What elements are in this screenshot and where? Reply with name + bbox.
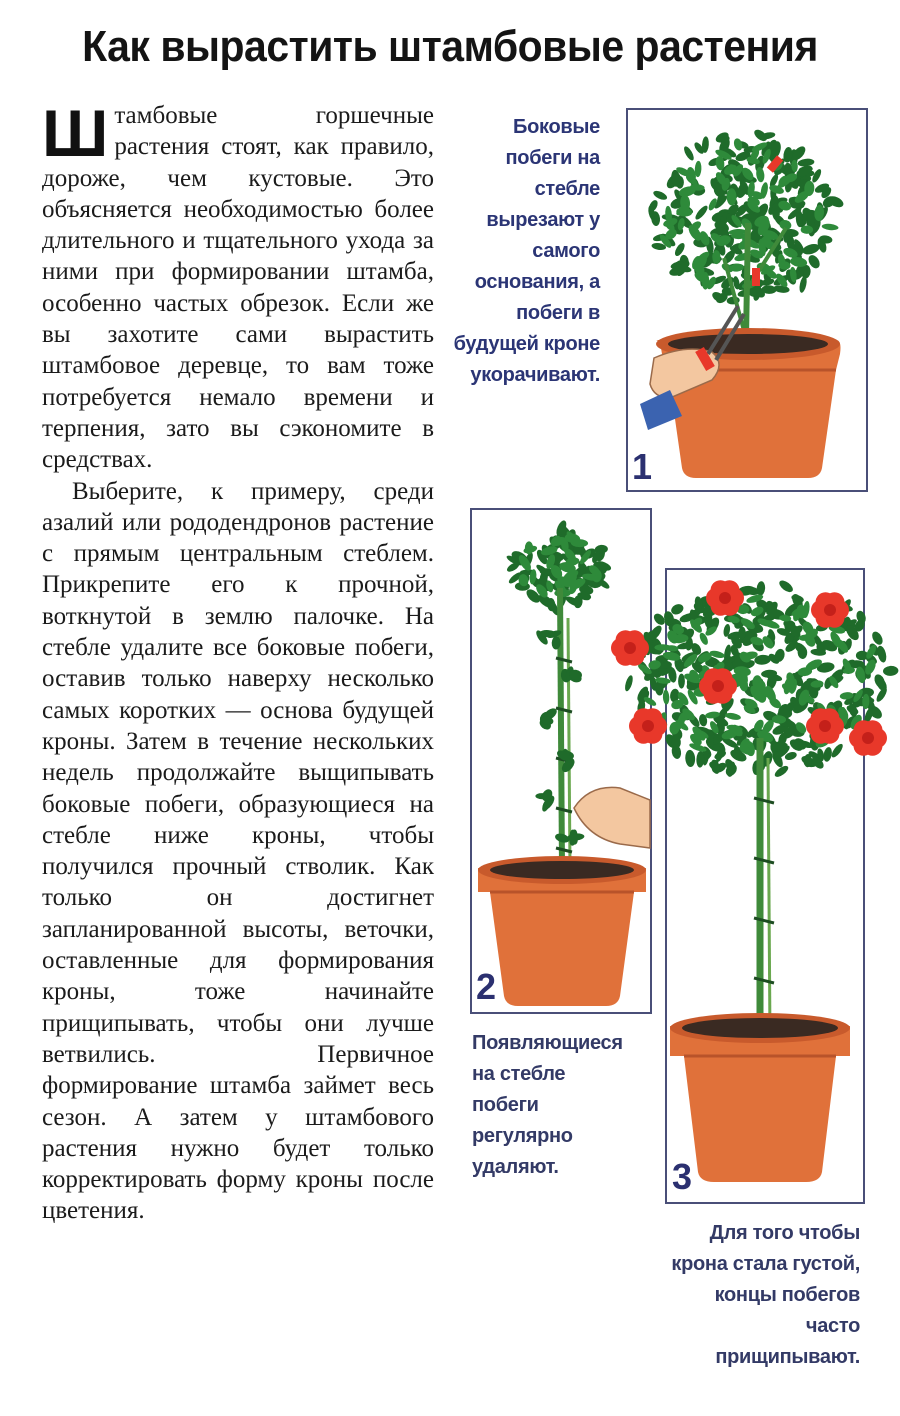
caption-step-1: Боковые побеги на стебле вырезают у самого основания, а побеги в будущей кроне укорачивают.: [453, 116, 600, 386]
leaf: [652, 189, 668, 202]
potted-standard-azalea-illustration: [600, 568, 900, 1200]
leaf: [883, 665, 899, 676]
leaf: [727, 188, 737, 205]
flower-center: [642, 720, 654, 732]
paragraph-2: Выберите, к примеру, среди азалий или рододендронов растение с прямым центральным стеблем. Прикрепите его к прочной, воткнутой в землю палочке. На стебле удалите все боковые побеги, оставив только наверху несколько самых коротких — основа будущей кроны. Затем в течение нескольких недель продолжайте выщипывать боковые побеги, образующиеся на стебле ниже кроны, чтобы получился прочный стволик. Как только он достигнет запланированной высоты, веточки, оставленные для формирования кроны, тоже начинайте прищипывать, чтобы они лучше ветвились. Первичное формирование штамба займет весь сезон. А затем у штамбового растения нужно будет только корректировать форму кроны после цветения.: [42, 477, 434, 1225]
leaf: [624, 674, 635, 692]
leaf: [821, 223, 838, 231]
caption-step-3: Для того чтобы крона стала густой, концы побегов часто прищипывают.: [671, 1222, 860, 1368]
leaf: [682, 145, 695, 162]
flower-center: [624, 642, 636, 654]
drop-cap: Ш: [42, 96, 109, 170]
potted-shrub-with-pruner-illustration: [626, 108, 864, 488]
flower-center: [862, 732, 874, 744]
step-number-1: 1: [632, 446, 653, 487]
flower-center: [712, 680, 724, 692]
caption-step-2: Появляющиеся на стебле побеги регулярно удаляют.: [472, 1032, 623, 1178]
flower-center: [824, 604, 836, 616]
leaf: [777, 578, 795, 594]
step-number-2: 2: [476, 966, 497, 1007]
leaf: [801, 226, 813, 234]
flower-center: [819, 720, 831, 732]
leaf: [663, 690, 670, 705]
leaf: [685, 749, 696, 767]
leaf: [694, 204, 710, 221]
leaf: [733, 137, 744, 151]
leaf: [830, 742, 845, 759]
step-number-3: 3: [672, 1156, 693, 1197]
page-title: Как вырастить штамбовые растения: [82, 22, 818, 71]
flower-center: [719, 592, 731, 604]
paragraph-1-text: тамбовые горшечные растения стоят, как правило, дороже, чем кустовые. Это объясняется необходимостью более длительного и тщательного ухода за ними при формировании штамба, особенно частых обрезок. Если же вы захотите сами вырастить штамбовое деревце, то вам тоже потребуется немало времени и терпения, зато вы сэкономите в средствах.: [42, 102, 434, 474]
article-body: [42, 96, 434, 1227]
paragraph-1: [42, 96, 434, 476]
leaf: [810, 168, 822, 184]
leaf: [678, 674, 685, 689]
leaf: [725, 712, 742, 721]
leaf: [797, 158, 815, 168]
leaf: [822, 746, 833, 762]
